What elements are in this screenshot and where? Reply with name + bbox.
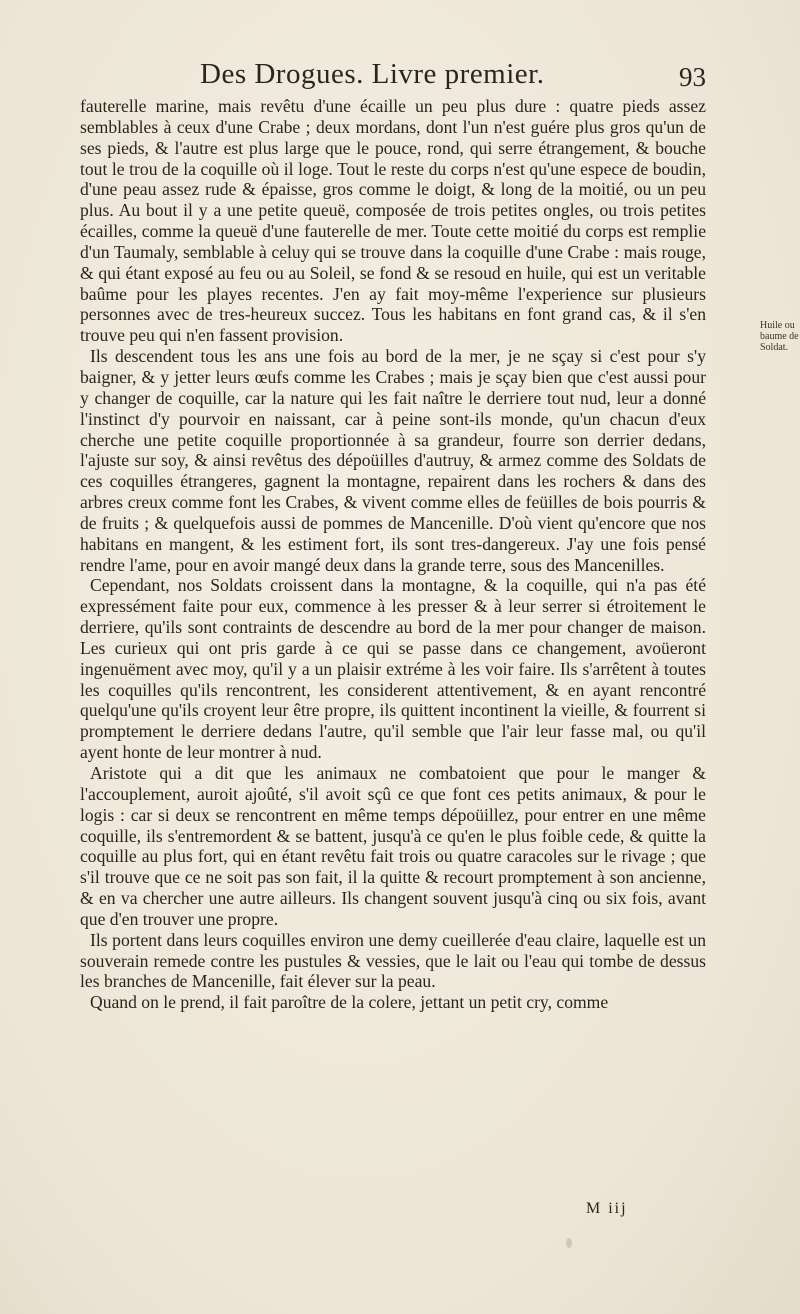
paragraph: Ils portent dans leurs coquilles environ une demy cueillerée d'eau claire, laquelle est un souverain remede contre les pustules & vessies, que le lait ou l'eau qui tombe de dessus les branches de Mancenille, fait élever sur la peau. (80, 929, 706, 992)
paper-stain (566, 1238, 572, 1248)
paragraph: Ils descendent tous les ans une fois au bord de la mer, je ne sçay si c'est pour s'y baigner, & y jetter leurs œufs comme les Crabes ; mais je sçay bien que c'est aussi pour y changer de coquille, car la nature qui les fait naître le derriere tout nud, leur a donné l'instinct d'y pourvoir en naissant, car à peine sont-ils monde, qu'un chacun d'eux cherche une petite coquille proportionnée à sa grandeur, fourre son derrier dedans, l'ajuste sur soy, & ainsi revêtus des dépoüilles d'autruy, & armez comme des Soldats de ces coquilles étrangeres, gagnent la montagne, repairent dans les rochers & dans des arbres creux comme font les Crabes, & vivent comme elles de feüilles de bois pourris & de fruits ; & quelquefois aussi de pommes de Mancenille. D'où vient qu'encore que nos habitans en mangent, & les estiment fort, ils sont tres-dangereux. J'ay une fois pensé rendre l'ame, pour en avoir mangé deux dans la grande terre, sous des Mancenilles. (80, 346, 706, 575)
marginal-note: Huile ou baume de Soldat. (760, 320, 799, 353)
paragraph: Cependant, nos Soldats croissent dans la montagne, & la coquille, qui n'a pas été expressément faite pour eux, commence à les presser & à leur serrer si étroitement le derriere, qu'ils sont contraints de descendre au bord de la mer pour changer de maison. Les curieux qui ont pris garde à ce qui se passe dans ce changement, avoüeront ingenuëment avec moy, qu'il y a un plaisir extréme à les voir faire. Ils s'arrêtent à toutes les coquilles qu'ils rencontrent, les considerent attentivement, & en ayant rencontré quelqu'une qu'ils croyent leur être propre, ils quittent incontinent la vieille, & fourrent si promptement le derriere dedans l'autre, qu'il semble que l'air leur fasse mal, ou qu'il ayent honte de leur montrer à nud. (80, 575, 706, 763)
signature-mark: M iij (586, 1200, 628, 1217)
paragraph: Aristote qui a dit que les animaux ne combatoient que pour le manger & l'accouplement, auroit ajoûté, s'il avoit sçû ce que font ces petits animaux, & pour le logis : car si deux se rencontrent en même temps dépoüillez, pour entrer en une même coquille, ils s'entremordent & se battent, jusqu'à ce qu'en le plus foible cede, & quitte la coquille au plus fort, qui en étant revêtu fait trois ou quatre caracoles sur le rivage ; que s'il trouve que ce ne soit pas son fait, il la quitte & recourt promptement à son ancienne, & en va chercher une autre ailleurs. Ils changent souvent jusqu'à cinq ou six fois, avant que d'en trouver une propre. (80, 763, 706, 929)
page-number: 93 (679, 62, 706, 92)
paragraph: fauterelle marine, mais revêtu d'une écaille un peu plus dure : quatre pieds assez semblables à ceux d'une Crabe ; deux mordans, dont l'un n'est guére plus gros qu'un de ses pieds, & l'autre est plus large que le pouce, rond, qui serre étrangement, & bouche tout le trou de la coquille où il loge. Tout le reste du corps n'est qu'une espece de boudin, d'une peau assez rude & épaisse, gros comme le doigt, & long de la moitié, ou un peu plus. Au bout il y a une petite queuë, composée de trois petites ongles, ou trois petites écailles, comme la queuë d'une fauterelle de mer. Toute cette moitié du corps est remplie d'un Taumaly, semblable à celuy qui se trouve dans la coquille d'une Crabe : mais rouge, & qui étant exposé au feu ou au Soleil, se fond & se resoud en huile, qui est un veritable baûme pour les playes recentes. J'en ay fait moy-même l'experience sur plusieurs personnes avec de tres-heureux succez. Tous les habitans en font grand cas, & il s'en trouve peu qui n'en fassent provision. (80, 96, 706, 346)
paragraph: Quand on le prend, il fait paroître de la colere, jettant un petit cry, comme (90, 992, 609, 1013)
body-text (80, 96, 706, 1013)
running-title: Des Drogues. Livre premier. (200, 58, 545, 90)
